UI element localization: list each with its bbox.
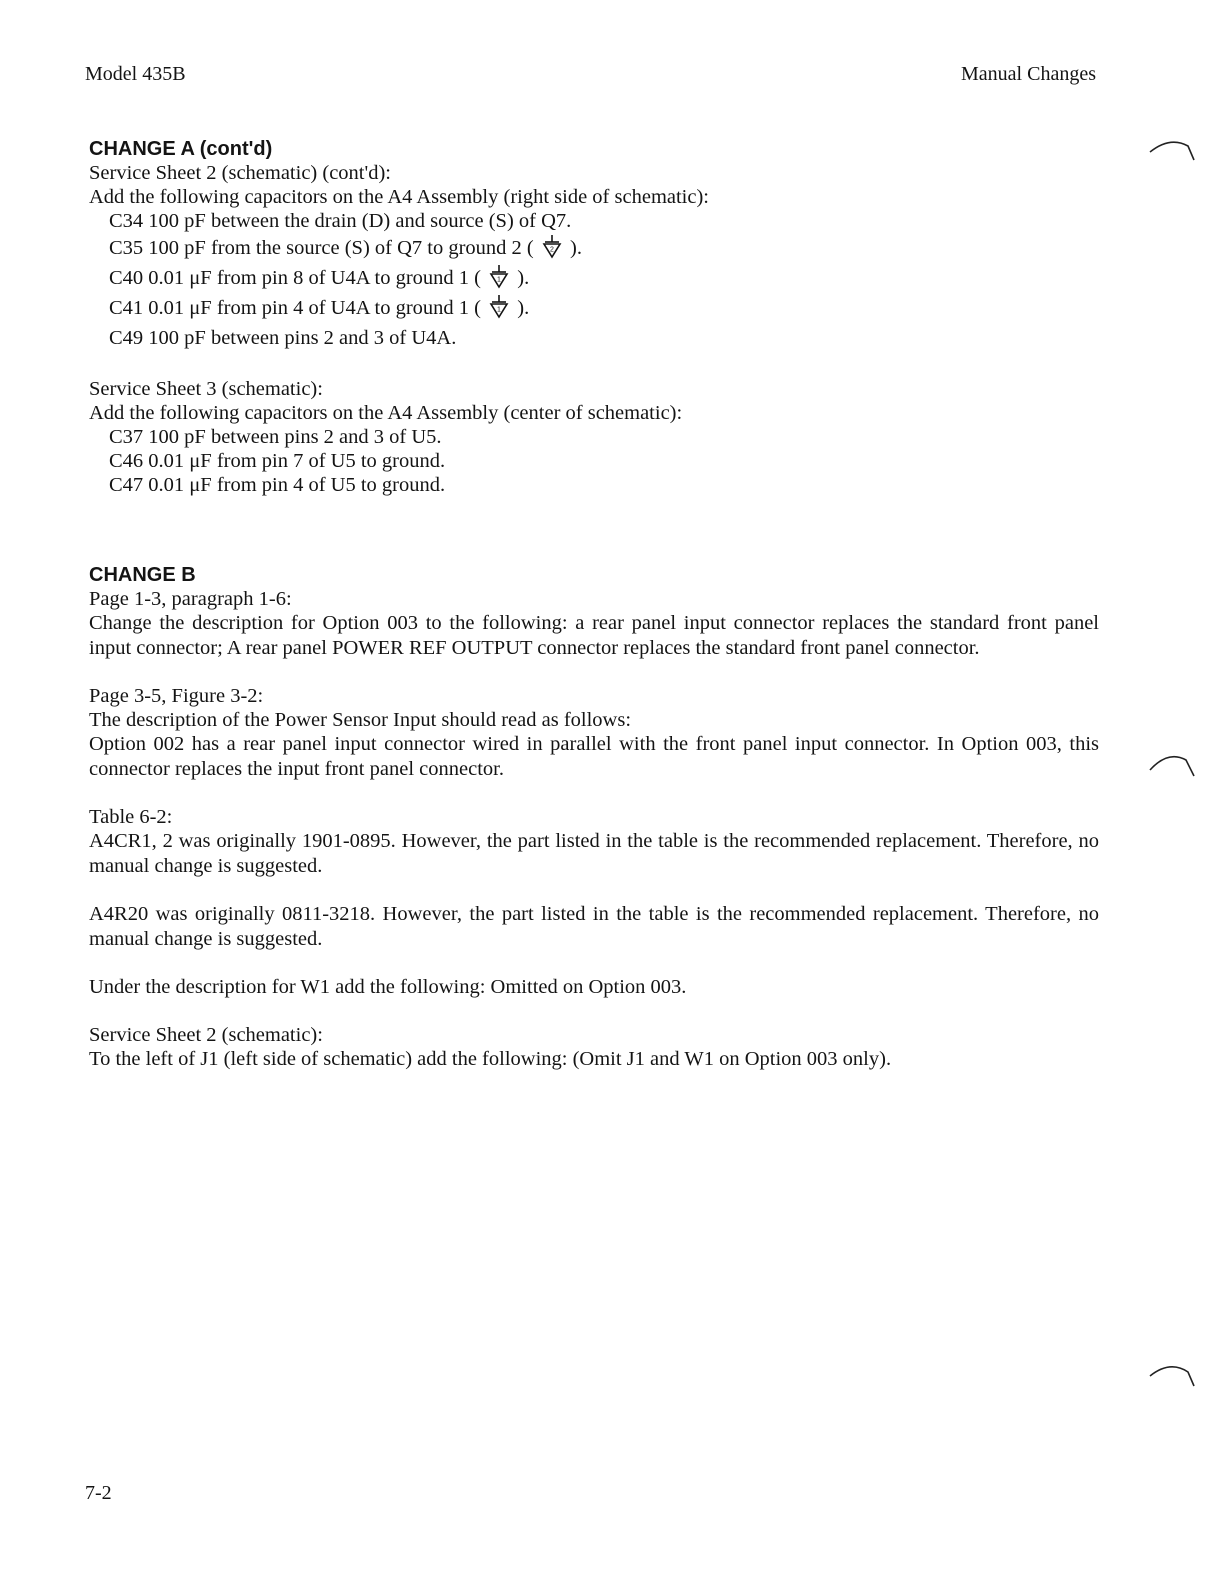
capacitor-item-text: C49 100 pF between pins 2 and 3 of U4A.: [109, 327, 457, 349]
change-b-s2-text: To the left of J1 (left side of schematic) add the following: (Omit J1 and W1 on Option 003 only).: [89, 1048, 892, 1070]
capacitor-item-after: ).: [517, 297, 530, 319]
change-b-p2-text: Option 002 has a rear panel input connector wired in parallel with the front panel input connector. In Option 003, this connector replaces the input front panel connector.: [89, 733, 1099, 780]
ground-symbol-label: 1: [497, 276, 502, 284]
change-b-w1-text: Under the description for W1 add the following: Omitted on Option 003.: [89, 976, 687, 998]
capacitor-item: C47 0.01 μF from pin 4 of U5 to ground.: [109, 474, 446, 496]
ground-symbol-label: 2: [549, 246, 554, 254]
spacer: [89, 781, 1099, 805]
ground-symbol-icon: [488, 295, 510, 319]
spacer: [89, 660, 1099, 684]
header-section: Manual Changes: [961, 63, 1096, 85]
capacitor-item-text: C41 0.01 μF from pin 4 of U4A to ground 1 (: [109, 297, 482, 319]
change-b-s2-title: Service Sheet 2 (schematic):: [89, 1024, 323, 1046]
change-a-sheet2-title: Service Sheet 2 (schematic) (cont'd):: [89, 162, 391, 184]
change-a-heading: CHANGE A (cont'd): [89, 138, 273, 160]
change-b-p1-text: Change the description for Option 003 to the following: a rear panel input connector replaces the standard front panel input connector; A rear panel POWER REF OUTPUT connector replaces the standard front panel connector.: [89, 612, 1099, 659]
change-b-table-text-1: A4CR1, 2 was originally 1901-0895. However, the part listed in the table is the recommended replacement. Therefore, no manual change is suggested.: [89, 830, 1099, 877]
capacitor-item: [89, 293, 1099, 323]
spacer: [89, 951, 1099, 975]
change-b-table-text-2: A4R20 was originally 0811-3218. However, the part listed in the table is the recommended replacement. Therefore, no manual change is suggested.: [89, 903, 1099, 950]
capacitor-item: [89, 323, 1099, 353]
capacitor-item-after: ).: [570, 237, 582, 259]
binder-hole-mark-icon: [1148, 1362, 1198, 1392]
capacitor-item-text: C35 100 pF from the source (S) of Q7 to ground 2 (: [109, 237, 534, 259]
spacer: [89, 353, 1099, 377]
change-b-p2-title: Page 3-5, Figure 3-2:: [89, 685, 264, 707]
header-model: Model 435B: [85, 63, 186, 85]
capacitor-item-after: ).: [517, 267, 530, 289]
change-b-p2-intro: The description of the Power Sensor Input should read as follows:: [89, 709, 632, 731]
page-number: 7-2: [85, 1482, 112, 1504]
binder-hole-mark-icon: [1148, 750, 1198, 780]
change-a-sheet2-intro: Add the following capacitors on the A4 Assembly (right side of schematic):: [89, 186, 709, 208]
spacer: [89, 999, 1099, 1023]
page-content: [89, 137, 1099, 1071]
change-a-sheet3-title: Service Sheet 3 (schematic):: [89, 378, 323, 400]
spacer: [89, 878, 1099, 902]
change-b-p1-title: Page 1-3, paragraph 1-6:: [89, 588, 292, 610]
capacitor-item: [89, 233, 1099, 263]
ground-symbol-icon: [488, 265, 510, 289]
capacitor-item-text: C34 100 pF between the drain (D) and source (S) of Q7.: [109, 210, 572, 232]
change-a-sheet3-intro: Add the following capacitors on the A4 Assembly (center of schematic):: [89, 402, 683, 424]
capacitor-item-text: C40 0.01 μF from pin 8 of U4A to ground 1 (: [109, 267, 482, 289]
change-b-table-title: Table 6-2:: [89, 806, 173, 828]
capacitor-item: C37 100 pF between pins 2 and 3 of U5.: [109, 426, 442, 448]
capacitor-item: [89, 263, 1099, 293]
ground-symbol-label: 1: [497, 306, 502, 314]
ground-symbol-icon: [541, 235, 563, 259]
change-b-heading: CHANGE B: [89, 564, 196, 586]
spacer: [89, 497, 1099, 563]
binder-hole-mark-icon: [1148, 138, 1198, 164]
capacitor-item: [89, 209, 1099, 233]
capacitor-item: C46 0.01 μF from pin 7 of U5 to ground.: [109, 450, 446, 472]
